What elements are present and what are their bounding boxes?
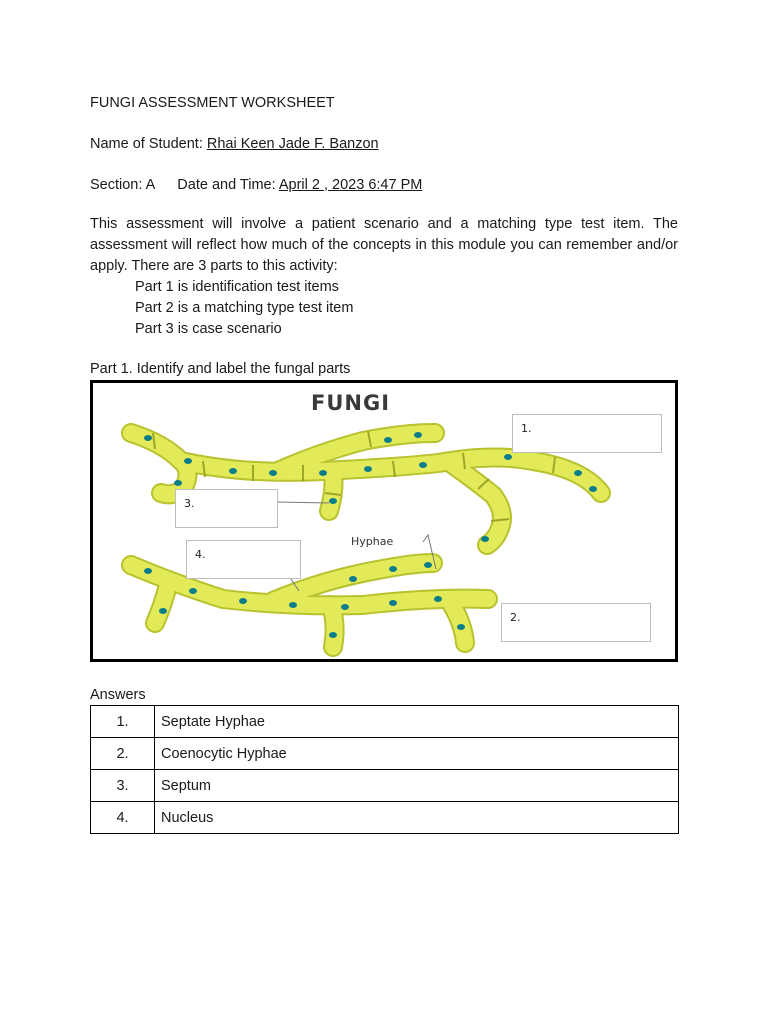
answer-box-3: 3. (175, 489, 278, 528)
answers-heading: Answers (90, 687, 146, 703)
datetime-label: Date and Time: (177, 177, 276, 193)
table-row (91, 802, 679, 834)
part-list-item: Part 3 is case scenario (135, 321, 282, 337)
answer-box-1: 1. (512, 414, 662, 453)
intro-paragraph: This assessment will involve a patient scenario and a matching type test item. The assessment will reflect how much of the concepts in this module you can remember and/or apply. There are 3 parts to this activity: (90, 216, 678, 274)
answer-number: 4. (91, 802, 155, 834)
datetime-value: April 2 , 2023 6:47 PM (278, 177, 423, 193)
part-list-item: Part 2 is a matching type test item (135, 300, 354, 316)
table-row (91, 738, 679, 770)
table-row (91, 770, 679, 802)
page-title: FUNGI ASSESSMENT WORKSHEET (90, 95, 335, 111)
student-name-value: Rhai Keen Jade F. Banzon (206, 136, 379, 152)
student-name-label: Name of Student: (90, 136, 203, 152)
figure-title: FUNGI (311, 391, 391, 415)
section-label: Section: A (90, 177, 156, 193)
answer-text: Coenocytic Hyphae (155, 738, 679, 770)
answers-table (90, 705, 679, 834)
table-row (91, 706, 679, 738)
answer-text: Septate Hyphae (155, 706, 679, 738)
answer-text: Septum (155, 770, 679, 802)
answer-number: 2. (91, 738, 155, 770)
section-line (90, 176, 422, 194)
hyphae-label: Hyphae (351, 535, 394, 548)
part1-heading: Part 1. Identify and label the fungal parts (90, 361, 351, 377)
fungi-figure (90, 380, 678, 662)
answer-number: 3. (91, 770, 155, 802)
student-name-line (90, 135, 379, 153)
answer-box-2: 2. (501, 603, 651, 642)
coenocytic-hypha (131, 563, 488, 647)
part-list-item: Part 1 is identification test items (135, 279, 339, 295)
answer-number: 1. (91, 706, 155, 738)
answer-text: Nucleus (155, 802, 679, 834)
answer-box-4: 4. (186, 540, 301, 579)
